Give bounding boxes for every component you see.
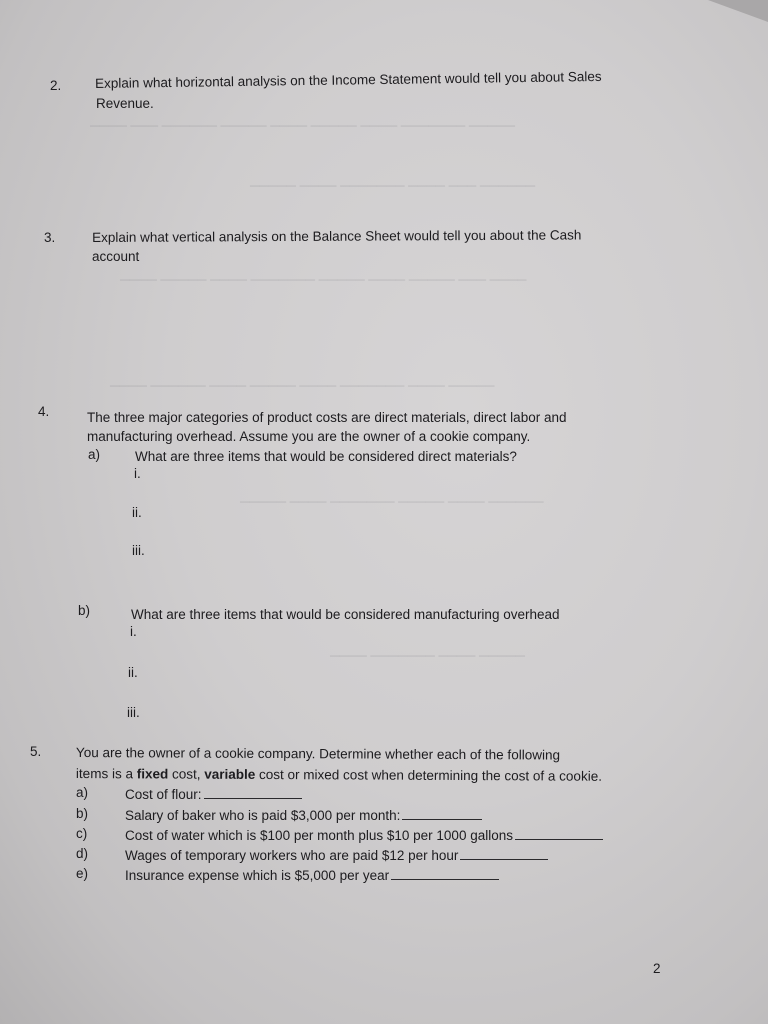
bleed-through-text: ───── ─────── ──── ───── ──── ───── ────── ─── ──── — [90, 118, 515, 133]
answer-blank[interactable] — [391, 866, 499, 880]
question-4a-label: a) — [88, 447, 101, 462]
bleed-through-text: ────── ──── ───── ─────── ──── ───── — [240, 494, 544, 509]
question-3-number: 3. — [44, 230, 56, 245]
question-5a-item: Cost of flour: — [125, 785, 302, 802]
page-corner — [708, 0, 768, 22]
question-2-number: 2. — [50, 78, 62, 93]
question-5c-item: Cost of water which is $100 per month plus $10 per 1000 gallons — [125, 826, 603, 843]
question-3-text-line-1: Explain what vertical analysis on the Balance Sheet would tell you about the Cash — [92, 227, 582, 245]
question-4b-label: b) — [78, 603, 91, 618]
question-5d-label: d) — [76, 846, 89, 861]
question-4-number: 4. — [38, 404, 50, 419]
question-2-text-line-2: Revenue. — [96, 96, 154, 111]
question-5a-label: a) — [76, 785, 89, 800]
question-5b-label: b) — [76, 806, 89, 821]
question-5-text-line-1: You are the owner of a cookie company. Determine whether each of the following — [75, 745, 561, 763]
question-4-text-line-2: manufacturing overhead. Assume you are the owner of a cookie company. — [87, 429, 531, 444]
question-5-number: 5. — [30, 744, 42, 759]
question-3-text-line-2: account — [92, 249, 140, 264]
question-5e-label: e) — [76, 866, 89, 881]
bleed-through-text: ───── ──── ─────── ──── ───── ──── ────── ──── — [110, 378, 495, 393]
question-4-text-line-1: The three major categories of product costs are direct materials, direct labor and — [87, 410, 567, 425]
question-5-text-line-2: items is a fixed cost, variable cost or mixed cost when determining the cost of a cookie. — [75, 766, 603, 784]
answer-blank[interactable] — [460, 846, 548, 860]
question-5e-item: Insurance expense which is $5,000 per year — [125, 866, 499, 883]
question-2-text-line-1: Explain what horizontal analysis on the Income Statement would tell you about Sales — [95, 68, 602, 91]
fixed-keyword: fixed — [136, 766, 169, 782]
bleed-through-text: ──── ─── ───── ──── ───── ─────── ──── ───── ──── — [120, 272, 527, 287]
bleed-through-text: ───── ──── ─────── ──── — [330, 648, 526, 663]
answer-item-label: iii. — [127, 705, 140, 720]
page-number: 2 — [653, 961, 661, 976]
answer-blank[interactable] — [402, 806, 482, 820]
answer-item-label: i. — [130, 624, 137, 639]
variable-keyword: variable — [204, 766, 256, 782]
answer-item-label: ii. — [132, 505, 142, 520]
question-5c-label: c) — [76, 826, 88, 841]
bleed-through-text: ────── ─── ──── ─────── ──── ───── — [250, 178, 536, 193]
answer-item-label: i. — [134, 466, 141, 481]
question-5b-item: Salary of baker who is paid $3,000 per month: — [125, 806, 482, 823]
answer-blank[interactable] — [515, 826, 603, 840]
question-4a-text: What are three items that would be considered direct materials? — [135, 449, 517, 464]
question-5d-item: Wages of temporary workers who are paid $12 per hour — [125, 846, 548, 863]
answer-item-label: ii. — [128, 665, 138, 680]
question-4b-text: What are three items that would be considered manufacturing overhead — [131, 607, 560, 622]
answer-blank[interactable] — [204, 785, 302, 799]
answer-item-label: iii. — [132, 543, 145, 558]
